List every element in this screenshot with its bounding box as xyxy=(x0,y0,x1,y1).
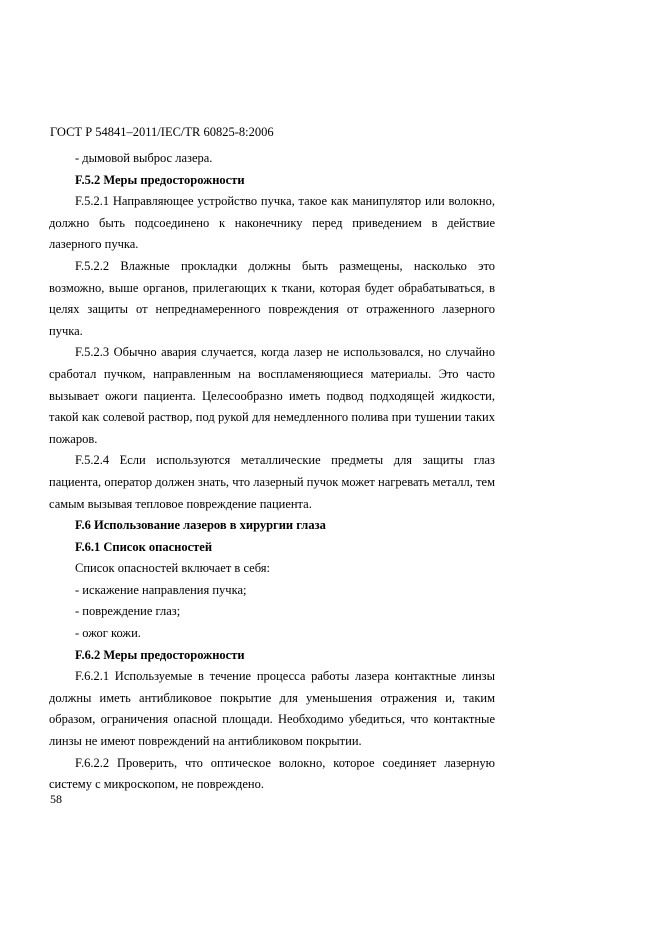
list-item: - дымовой выброс лазера. xyxy=(75,151,213,165)
paragraph xyxy=(49,450,495,515)
section-heading: F.6 Использование лазеров в хирургии глаза xyxy=(75,518,326,533)
paragraph-text: F.6.2.1 Используемые в течение процесса работы лазера контактные линзы должны иметь антибликовое покрытие для уменьшения отражения и, таким образом, ограничения опасной площади. Необходимо убедиться, что контактные линзы не имеют повреждений на антибликовом покрытии. xyxy=(49,669,495,749)
paragraph xyxy=(49,666,495,752)
list-intro: Список опасностей включает в себя: xyxy=(75,561,270,576)
paragraph xyxy=(49,256,495,342)
paragraph xyxy=(49,753,495,796)
standard-designation: ГОСТ Р 54841–2011/IEC/TR 60825-8:2006 xyxy=(50,125,274,139)
subsection-heading: F.6.1 Список опасностей xyxy=(75,539,213,554)
paragraph-text: F.5.2.3 Обычно авария случается, когда лазер не использовался, но случайно сработал пучком, направленным на воспламеняющиеся материалы. Это часто вызывает ожоги пациента. Целесообразно иметь подвод подходящей жидкости, такой как солевой раствор, под рукой для немедленного полива при тушении таких пожаров. xyxy=(49,345,495,446)
list-item: - ожог кожи. xyxy=(75,626,141,641)
paragraph-text: F.5.2.4 Если используются металлические предметы для защиты глаз пациента, оператор должен знать, что лазерный пучок может нагревать металл, тем самым вызывая тепловое повреждение пациента. xyxy=(49,453,495,511)
document-body xyxy=(49,148,495,796)
section-heading: F.5.2 Меры предосторожности xyxy=(75,172,245,187)
paragraph-text: F.5.2.2 Влажные прокладки должны быть размещены, насколько это возможно, выше органов, прилегающих к ткани, которая будет обрабатываться, в целях защиты от непреднамеренного повреждения от отраженного лазерного пучка. xyxy=(49,258,495,338)
paragraph-text: F.5.2.1 Направляющее устройство пучка, такое как манипулятор или волокно, должно быть подсоединено к наконечнику перед приведением в действие лазерного пучка. xyxy=(49,194,495,252)
paragraph xyxy=(49,191,495,256)
list-item: - искажение направления пучка; xyxy=(75,582,247,597)
paragraph-text: F.6.2.2 Проверить, что оптическое волокно, которое соединяет лазерную систему с микроскопом, не повреждено. xyxy=(49,755,495,792)
paragraph xyxy=(49,342,495,450)
subsection-heading: F.6.2 Меры предосторожности xyxy=(75,647,245,662)
page-number: 58 xyxy=(50,792,62,806)
list-item: - повреждение глаз; xyxy=(75,604,181,619)
